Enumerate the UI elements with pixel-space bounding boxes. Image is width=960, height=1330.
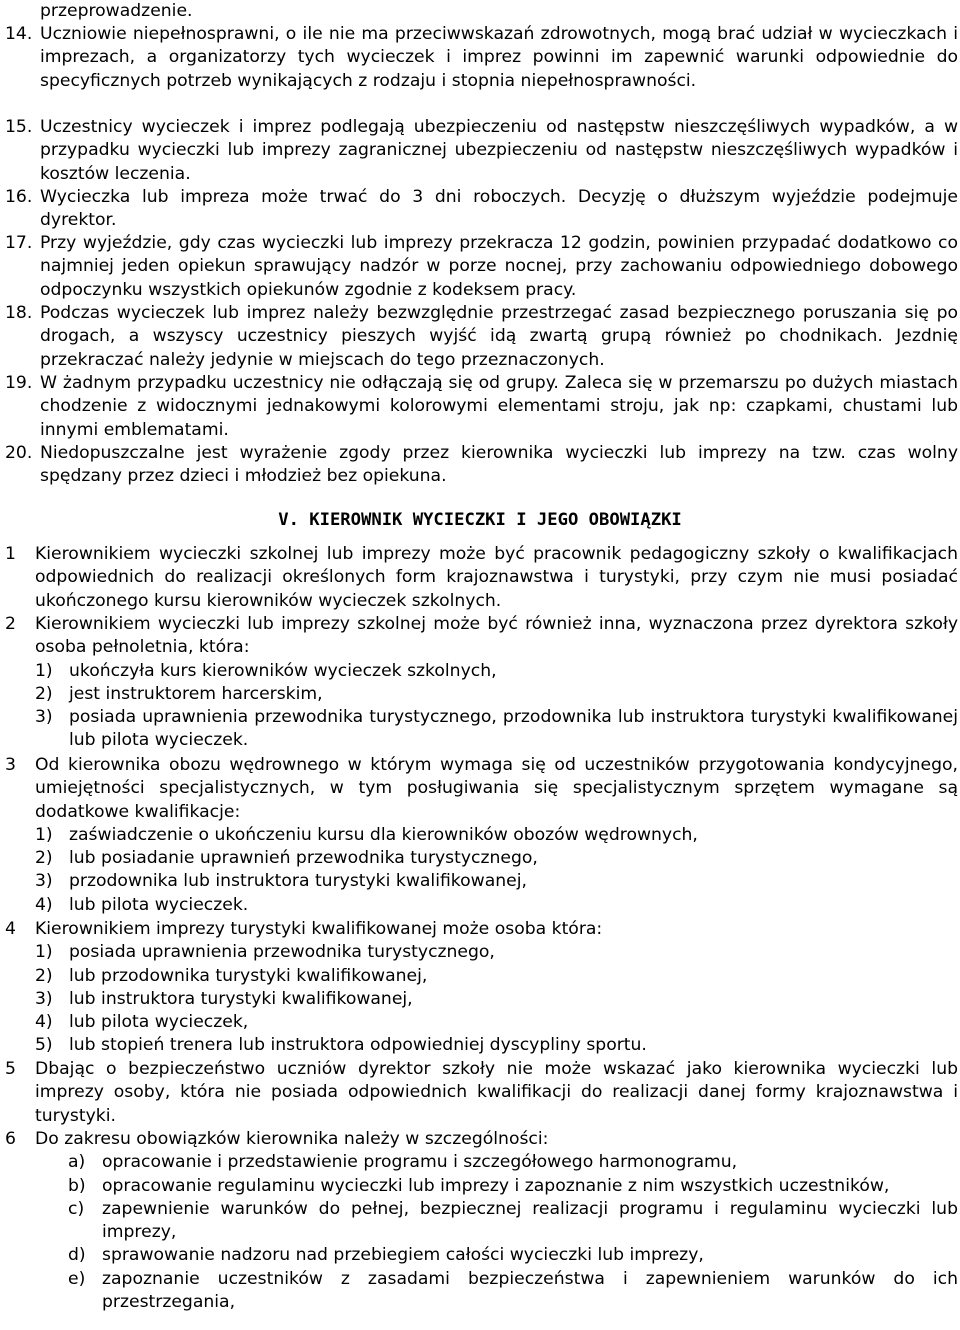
sub-item-text: sprawowanie nadzoru nad przebiegiem całości wycieczki lub imprezy, bbox=[102, 1245, 704, 1266]
item-number: 2 bbox=[5, 614, 16, 634]
sub-item bbox=[68, 1175, 958, 1198]
list-item-17 bbox=[5, 232, 958, 302]
item-text: Kierownikiem wycieczki lub imprezy szkolnej może być również inna, wyznaczona przez dyrektora szkoły osoba pełnoletnia, która: bbox=[35, 614, 958, 658]
item-text: Niedopuszczalne jest wyrażenie zgody przez kierownika wycieczki lub imprezy na tzw. czas wolny spędzany przez dzieci i młodzież bez opiekuna. bbox=[40, 443, 958, 487]
sub-item bbox=[35, 988, 958, 1011]
sub-item-text: opracowanie i przedstawienie programu i szczegółowego harmonogramu, bbox=[102, 1152, 738, 1173]
sub-item bbox=[35, 941, 958, 964]
sub-item-text: lub przodownika turystyki kwalifikowanej, bbox=[69, 965, 428, 986]
sub-item bbox=[35, 824, 958, 847]
sub-item-text: opracowanie regulaminu wycieczki lub imprezy i zapoznanie z nim wszystkich uczestników, bbox=[102, 1175, 890, 1196]
item-text: Podczas wycieczek lub imprez należy bezwzględnie przestrzegać zasad bezpiecznego poruszania się po drogach, a wszyscy uczestnicy pieszych wyjść idą zwartą grupą również po chodnikach. Jezdnię przekraczać należy jedynie w miejscach do tego przeznaczonych. bbox=[40, 303, 958, 370]
item-text: Od kierownika obozu wędrownego w którym wymaga się od uczestników przygotowania kondycyjnego, umiejętności specjalistycznych, w tym posługiwania się specjalistycznym sprzętem wymagane są dodatkowe kwalifikacje: bbox=[35, 755, 958, 822]
top-fragment: przeprowadzenie. bbox=[40, 1, 193, 21]
sub-item-number: 5) bbox=[35, 1035, 53, 1056]
sub-item-number: 2) bbox=[35, 848, 53, 869]
list-item-19 bbox=[5, 372, 958, 442]
sub-item-number: 2) bbox=[35, 965, 53, 986]
item-text: Kierownikiem imprezy turystyki kwalifikowanej może osoba która: bbox=[35, 919, 603, 939]
sub-item bbox=[35, 660, 958, 683]
sub-item-text: ukończyła kurs kierowników wycieczek szkolnych, bbox=[69, 660, 497, 681]
item-text: W żadnym przypadku uczestnicy nie odłączają się od grupy. Zaleca się w przemarszu po dużych miastach chodzenie z widocznymi jednakowymi kolorowymi elementami stroju, jak np: czapkami, chustami lub innymi emblematami. bbox=[40, 373, 958, 440]
section-heading: V. KIEROWNIK WYCIECZKI I JEGO OBOWIĄZKI bbox=[278, 510, 682, 530]
sub-item-text: zapewnienie warunków do pełnej, bezpiecznej realizacji programu i regulaminu wycieczki lub imprezy, bbox=[102, 1198, 958, 1243]
list-item-14 bbox=[5, 23, 958, 116]
item-number: 18. bbox=[5, 303, 33, 323]
sub-item bbox=[35, 1034, 958, 1057]
sub-item bbox=[68, 1198, 958, 1245]
item-number: 5 bbox=[5, 1059, 16, 1079]
list-item-15 bbox=[5, 116, 958, 186]
item-number: 3 bbox=[5, 755, 16, 775]
list-item-18 bbox=[5, 302, 958, 372]
item-text: Kierownikiem wycieczki szkolnej lub imprezy może być pracownik pedagogiczny szkoły o kwalifikacjach odpowiednich do realizacji określonych form krajoznawstwa i turystyki, przy czym nie musi posiadać ukończonego kursu kierowników wycieczek szkolnych. bbox=[35, 544, 958, 611]
sub-item bbox=[35, 847, 958, 870]
section-v-list bbox=[5, 543, 958, 1314]
section-item-6 bbox=[5, 1128, 958, 1314]
sub-item-number: 3) bbox=[35, 871, 53, 892]
sub-item-text: lub posiadanie uprawnień przewodnika turystycznego, bbox=[69, 848, 538, 869]
section-item-1 bbox=[5, 543, 958, 613]
sub-item-number: 4) bbox=[35, 1012, 53, 1033]
sub-item-text: zapoznanie uczestników z zasadami bezpieczeństwa i zapewnieniem warunków do ich przestrzegania, bbox=[102, 1268, 958, 1313]
sub-item bbox=[68, 1244, 958, 1267]
sub-item-number: 1) bbox=[35, 660, 53, 681]
sub-item bbox=[68, 1151, 958, 1174]
sub-item-text: lub instruktora turystyki kwalifikowanej, bbox=[69, 988, 413, 1009]
sub-item bbox=[35, 1011, 958, 1034]
item-number: 1 bbox=[5, 544, 16, 564]
item-text: Do zakresu obowiązków kierownika należy w szczególności: bbox=[35, 1129, 549, 1149]
sub-item-text: lub pilota wycieczek, bbox=[69, 1012, 249, 1033]
items-top-list bbox=[5, 23, 958, 489]
sub-item-text: posiada uprawnienia przewodnika turystycznego, przodownika lub instruktora turystyki kwalifikowanej lub pilota wycieczek. bbox=[69, 707, 958, 751]
item-number: 14. bbox=[5, 24, 33, 44]
item-text: Uczestnicy wycieczek i imprez podlegają ubezpieczeniu od następstw nieszczęśliwych wypadków, a w przypadku wycieczki lub imprezy zagranicznej ubezpieczeniu od następstw nieszczęśliwych wypadków i kosztów leczenia. bbox=[40, 117, 958, 184]
section-item-4 bbox=[5, 918, 958, 1058]
item-number: 17. bbox=[5, 233, 33, 253]
item-text: Uczniowie niepełnosprawni, o ile nie ma przeciwwskazań zdrowotnych, mogą brać udział w wycieczkach i imprezach, a organizatorzy tych wycieczek i imprez powinni im zapewnić warunki odpowiednie do specyficznych potrzeb wynikających z rodzaju i stopnia niepełnosprawności. bbox=[40, 24, 958, 91]
list-item-16 bbox=[5, 186, 958, 232]
sub-item-number: 4) bbox=[35, 894, 53, 915]
item-text: Przy wyjeździe, gdy czas wycieczki lub imprezy przekracza 12 godzin, powinien przypadać dodatkowo co najmniej jeden opiekun sprawujący nadzór w porze nocnej, przy zachowaniu odpowiedniego dobowego odpoczynku wszystkich opiekunów zgodnie z kodeksem pracy. bbox=[40, 233, 958, 300]
item-number: 16. bbox=[5, 187, 33, 207]
sub-item-text: lub stopień trenera lub instruktora odpowiedniej dyscypliny sportu. bbox=[69, 1035, 647, 1056]
item-number: 6 bbox=[5, 1129, 16, 1149]
sub-item-number: 2) bbox=[35, 683, 53, 704]
section-item-2 bbox=[5, 613, 958, 754]
sub-item-number: a) bbox=[68, 1152, 86, 1173]
section-item-3 bbox=[5, 754, 958, 918]
sub-item-text: jest instruktorem harcerskim, bbox=[69, 683, 323, 704]
sub-item-number: 3) bbox=[35, 988, 53, 1009]
sub-item bbox=[35, 706, 958, 753]
sub-item-number: 3) bbox=[35, 707, 53, 728]
sub-item bbox=[35, 965, 958, 988]
sub-item-number: 1) bbox=[35, 942, 53, 963]
sub-item-number: 1) bbox=[35, 824, 53, 845]
sub-item-number: c) bbox=[68, 1198, 85, 1219]
item-number: 19. bbox=[5, 373, 33, 393]
sub-item-text: przodownika lub instruktora turystyki kwalifikowanej, bbox=[69, 871, 527, 892]
section-item-5 bbox=[5, 1058, 958, 1128]
sub-item-number: b) bbox=[68, 1175, 86, 1196]
list-item-20 bbox=[5, 442, 958, 489]
sub-item bbox=[35, 870, 958, 893]
sub-item bbox=[68, 1268, 958, 1315]
item-number: 4 bbox=[5, 919, 16, 939]
sub-item-text: zaświadczenie o ukończeniu kursu dla kierowników obozów wędrownych, bbox=[69, 824, 698, 845]
item-text: Wycieczka lub impreza może trwać do 3 dni roboczych. Decyzję o dłuższym wyjeździe podejmuje dyrektor. bbox=[40, 187, 958, 231]
item-number: 15. bbox=[5, 117, 33, 137]
item-text: Dbając o bezpieczeństwo uczniów dyrektor szkoły nie może wskazać jako kierownika wycieczki lub imprezy osoby, która nie posiada odpowiednich kwalifikacji do realizacji danej formy krajoznawstwa i turystyki. bbox=[35, 1059, 958, 1126]
sub-item-text: lub pilota wycieczek. bbox=[69, 894, 249, 915]
sub-item bbox=[35, 894, 958, 917]
sub-item-number: d) bbox=[68, 1245, 86, 1266]
sub-item-text: posiada uprawnienia przewodnika turystycznego, bbox=[69, 942, 495, 963]
sub-item bbox=[35, 683, 958, 706]
item-number: 20. bbox=[5, 443, 33, 463]
sub-item-number: e) bbox=[68, 1268, 86, 1289]
